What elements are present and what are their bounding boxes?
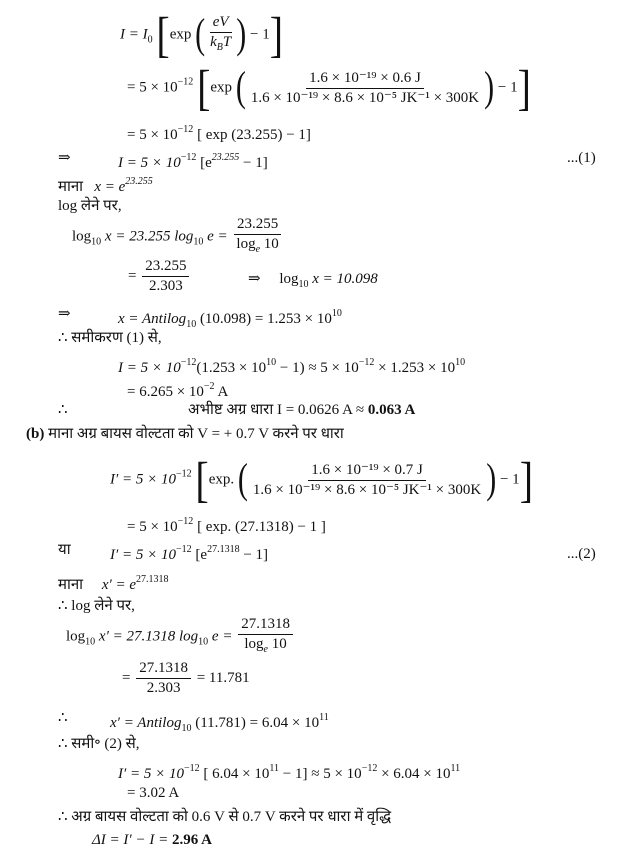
bracket-right: ] xyxy=(269,6,284,63)
fraction xyxy=(238,616,293,658)
eq-sup: 23.255 xyxy=(211,152,240,163)
eq-line-8-result xyxy=(248,270,378,294)
eq-line-20 xyxy=(66,616,295,658)
eq-text: − 1) ≈ 5 × 10 xyxy=(279,360,359,376)
eq-text: x = e xyxy=(94,179,126,195)
eq-line-4 xyxy=(58,149,71,167)
eq-line-5 xyxy=(58,173,153,196)
eq-tail: − 1 xyxy=(497,79,518,96)
eq-line-13-body xyxy=(188,401,415,419)
eq-sup: 11 xyxy=(319,712,329,723)
fraction-num: 23.255 xyxy=(234,216,281,235)
fraction-den: log xyxy=(244,636,264,652)
fraction xyxy=(233,216,281,258)
eq-line-21 xyxy=(122,660,250,697)
eq-sub: 10 xyxy=(91,236,102,248)
eq-sup: −12 xyxy=(177,124,194,135)
fraction-den-sub: e xyxy=(255,244,261,255)
eq-sub: 10 xyxy=(198,636,209,648)
eq-text: x′ = Antilog xyxy=(110,715,182,731)
eq-line-7 xyxy=(72,216,284,258)
eq-line-26 xyxy=(58,808,391,826)
bracket-left: [ xyxy=(195,451,209,508)
eq-text: I′ = 5 × 10 xyxy=(110,547,177,563)
eq-text: (1.253 × 10 xyxy=(196,360,267,376)
fraction-den-sub: B xyxy=(216,42,223,53)
eq-text: अभीष्ट अग्र धारा I = 0.0626 A ≈ xyxy=(188,402,365,418)
eq-line-9 xyxy=(58,305,71,323)
eq-text: x′ = 27.1318 log xyxy=(98,628,199,645)
eq-sup: 27.1318 xyxy=(136,574,169,585)
eq-sup: 11 xyxy=(450,763,461,774)
eq-line-22 xyxy=(58,709,68,727)
fraction-num: 1.6 × 10⁻¹⁹ × 0.7 J xyxy=(308,462,426,481)
eq-line-11 xyxy=(118,354,465,377)
eq-sup: −12 xyxy=(177,516,194,527)
fraction-den-tail: 10 xyxy=(263,236,279,252)
eq-text: I = 5 × 10 xyxy=(118,360,181,376)
eq-line-17-body xyxy=(110,541,268,564)
fraction-den: 2.303 xyxy=(148,278,183,294)
paren-right: ) xyxy=(484,64,495,111)
eq-text: माना अग्र बायस वोल्टता को V = + 0.7 V करने पर धारा xyxy=(48,426,344,442)
eq-line-1 xyxy=(120,6,284,63)
eq-text: I = 5 × 10 xyxy=(118,155,181,171)
eq-line-18 xyxy=(58,571,169,594)
paren-right: ) xyxy=(236,11,247,58)
eq-sub: 10 xyxy=(193,236,204,248)
eq-line-27 xyxy=(92,831,212,849)
eq-text: ∴ समी॰ (2) से, xyxy=(58,736,140,752)
eq-text: = 5 × 10 xyxy=(127,79,178,96)
fraction-num: 23.255 xyxy=(142,258,189,277)
implies-arrow: ⇒ xyxy=(58,150,71,166)
eq-sup: 23.255 xyxy=(125,176,153,187)
eq-line-6 xyxy=(58,197,122,215)
eq-line-4-body xyxy=(118,149,268,172)
eq-word: या xyxy=(58,542,71,558)
eq-tail: − 1 xyxy=(499,471,520,488)
eq-text: x = 23.255 log xyxy=(104,228,194,245)
eq-line-14 xyxy=(26,425,344,443)
fraction xyxy=(250,462,484,499)
fraction xyxy=(142,258,189,295)
eq-text: = xyxy=(122,669,131,686)
eq-text: = 5 × 10 xyxy=(127,519,178,535)
fraction-num: eV xyxy=(210,14,232,33)
eq-text: (10.098) = 1.253 × 10 xyxy=(199,311,332,327)
eq-text: x = 10.098 xyxy=(312,271,378,287)
therefore-symbol: ∴ xyxy=(58,402,68,418)
eq-ref: ...(2) xyxy=(567,546,596,562)
answer-bold: 0.063 A xyxy=(367,402,416,418)
eq-text: I′ = 5 × 10 xyxy=(110,471,177,488)
eq-text: × 6.04 × 10 xyxy=(381,766,451,782)
eq-line-23 xyxy=(58,735,140,753)
paren-right: ) xyxy=(486,456,497,503)
implies-arrow: ⇒ xyxy=(248,271,261,287)
eq-sup: 11 xyxy=(269,763,280,774)
eq-text: = 3.02 A xyxy=(127,785,180,801)
eq-text: − 1] xyxy=(243,547,269,563)
fraction-num: 27.1318 xyxy=(238,616,293,635)
eq-text: [ exp (23.255) − 1] xyxy=(197,127,311,143)
eq-sub: 0 xyxy=(147,34,153,46)
eq-text: = xyxy=(128,267,137,284)
eq-sup: −12 xyxy=(177,76,194,88)
eq-line-17 xyxy=(58,541,71,559)
eq-text: I = I xyxy=(120,26,148,43)
eq-word: माना xyxy=(58,179,84,195)
fraction xyxy=(248,70,482,107)
eq-line-8 xyxy=(128,258,191,295)
eq-text: − 1] ≈ 5 × 10 xyxy=(282,766,362,782)
eq-line-13 xyxy=(58,401,68,419)
eq-sup: −12 xyxy=(180,152,197,163)
eq-text: x = Antilog xyxy=(118,311,187,327)
answer-bold: 2.96 A xyxy=(171,832,212,848)
eq-text: [ exp. (27.1318) − 1 ] xyxy=(197,519,326,535)
eq-sub: 10 xyxy=(181,723,192,734)
fraction-num: 1.6 × 10⁻¹⁹ × 0.6 J xyxy=(306,70,424,89)
eq-exp: exp. xyxy=(208,471,235,488)
eq-line-2 xyxy=(127,59,531,116)
eq-text: log xyxy=(279,271,299,287)
paren-left: ( xyxy=(195,11,206,58)
eq-text: × 1.253 × 10 xyxy=(378,360,456,376)
eq-text: log xyxy=(66,628,86,645)
eq-exp: exp xyxy=(210,79,233,96)
eq-ref-2 xyxy=(567,545,596,563)
eq-sup: 10 xyxy=(331,308,342,319)
bracket-right: ] xyxy=(517,59,531,116)
eq-sub: 10 xyxy=(298,279,309,290)
eq-exp: exp xyxy=(169,26,192,43)
eq-text: − 1] xyxy=(243,155,268,171)
eq-tail: − 1 xyxy=(250,26,270,43)
fraction-den: 1.6 × 10⁻¹⁹ × 8.6 × 10⁻⁵ JK⁻¹ × 300K xyxy=(252,481,482,498)
eq-text: = 5 × 10 xyxy=(127,127,178,143)
fraction-den-tail: 10 xyxy=(271,636,287,652)
eq-line-15 xyxy=(110,451,534,508)
eq-text: ∴ समीकरण (1) से, xyxy=(58,330,162,346)
fraction-den: 1.6 × 10⁻¹⁹ × 8.6 × 10⁻⁵ JK⁻¹ × 300K xyxy=(250,89,480,106)
eq-sup: −12 xyxy=(358,357,375,368)
eq-text: = 11.781 xyxy=(196,669,250,686)
eq-text: I′ = 5 × 10 xyxy=(118,766,185,782)
eq-sup: −12 xyxy=(176,544,192,555)
fraction-den-sub: e xyxy=(263,644,268,655)
eq-word: माना xyxy=(58,577,84,593)
eq-text: A xyxy=(217,384,229,400)
bracket-left: [ xyxy=(156,6,170,63)
fraction-den: log xyxy=(236,236,256,252)
eq-text: e = xyxy=(207,228,228,245)
eq-sup: −12 xyxy=(176,468,192,480)
fraction-den: k xyxy=(210,34,217,50)
implies-arrow: ⇒ xyxy=(58,306,71,322)
paren-left: ( xyxy=(237,456,248,503)
part-label: (b) xyxy=(26,426,45,442)
eq-sup: −12 xyxy=(180,357,197,368)
eq-line-3 xyxy=(127,121,311,144)
bracket-right: ] xyxy=(519,451,534,508)
eq-text: log xyxy=(72,228,92,245)
eq-line-16 xyxy=(127,513,326,536)
eq-text: (11.781) = 6.04 × 10 xyxy=(195,715,320,731)
fraction-num: 27.1318 xyxy=(136,660,191,679)
eq-text: = 6.265 × 10 xyxy=(127,384,204,400)
eq-sub: 10 xyxy=(186,319,197,330)
fraction xyxy=(136,660,191,697)
eq-sup: 27.1318 xyxy=(207,544,240,555)
eq-text: [ 6.04 × 10 xyxy=(203,766,270,782)
eq-sup: −12 xyxy=(184,763,200,774)
eq-text: x′ = e xyxy=(101,577,137,593)
fraction-den: 2.303 xyxy=(146,680,181,696)
eq-sup: 10 xyxy=(266,357,277,368)
eq-line-10 xyxy=(58,329,162,347)
eq-text: [e xyxy=(195,547,208,563)
eq-line-22-body xyxy=(110,709,329,738)
fraction-den-tail: T xyxy=(222,34,232,50)
eq-text: e = xyxy=(211,628,233,645)
eq-ref: ...(1) xyxy=(567,150,596,166)
eq-sup: 10 xyxy=(455,357,466,368)
therefore-symbol: ∴ xyxy=(58,710,68,726)
eq-line-25 xyxy=(127,784,179,802)
fraction xyxy=(207,14,234,56)
eq-text: log लेने पर, xyxy=(58,198,122,214)
bracket-left: [ xyxy=(197,59,211,116)
eq-sub: 10 xyxy=(85,636,96,648)
eq-line-19 xyxy=(58,597,135,615)
eq-sup: −12 xyxy=(361,763,378,774)
eq-text: ΔI = I′ − I = xyxy=(92,832,169,848)
eq-text: ∴ अग्र बायस वोल्टता को 0.6 V से 0.7 V करने पर धारा में वृद्धि xyxy=(58,809,392,825)
paren-left: ( xyxy=(235,64,246,111)
eq-line-24 xyxy=(118,760,460,783)
eq-text: ∴ log लेने पर, xyxy=(58,598,135,614)
eq-line-12 xyxy=(127,378,228,401)
eq-ref-1 xyxy=(567,149,596,167)
eq-sup: −2 xyxy=(203,381,215,392)
eq-text: [e xyxy=(200,155,212,171)
